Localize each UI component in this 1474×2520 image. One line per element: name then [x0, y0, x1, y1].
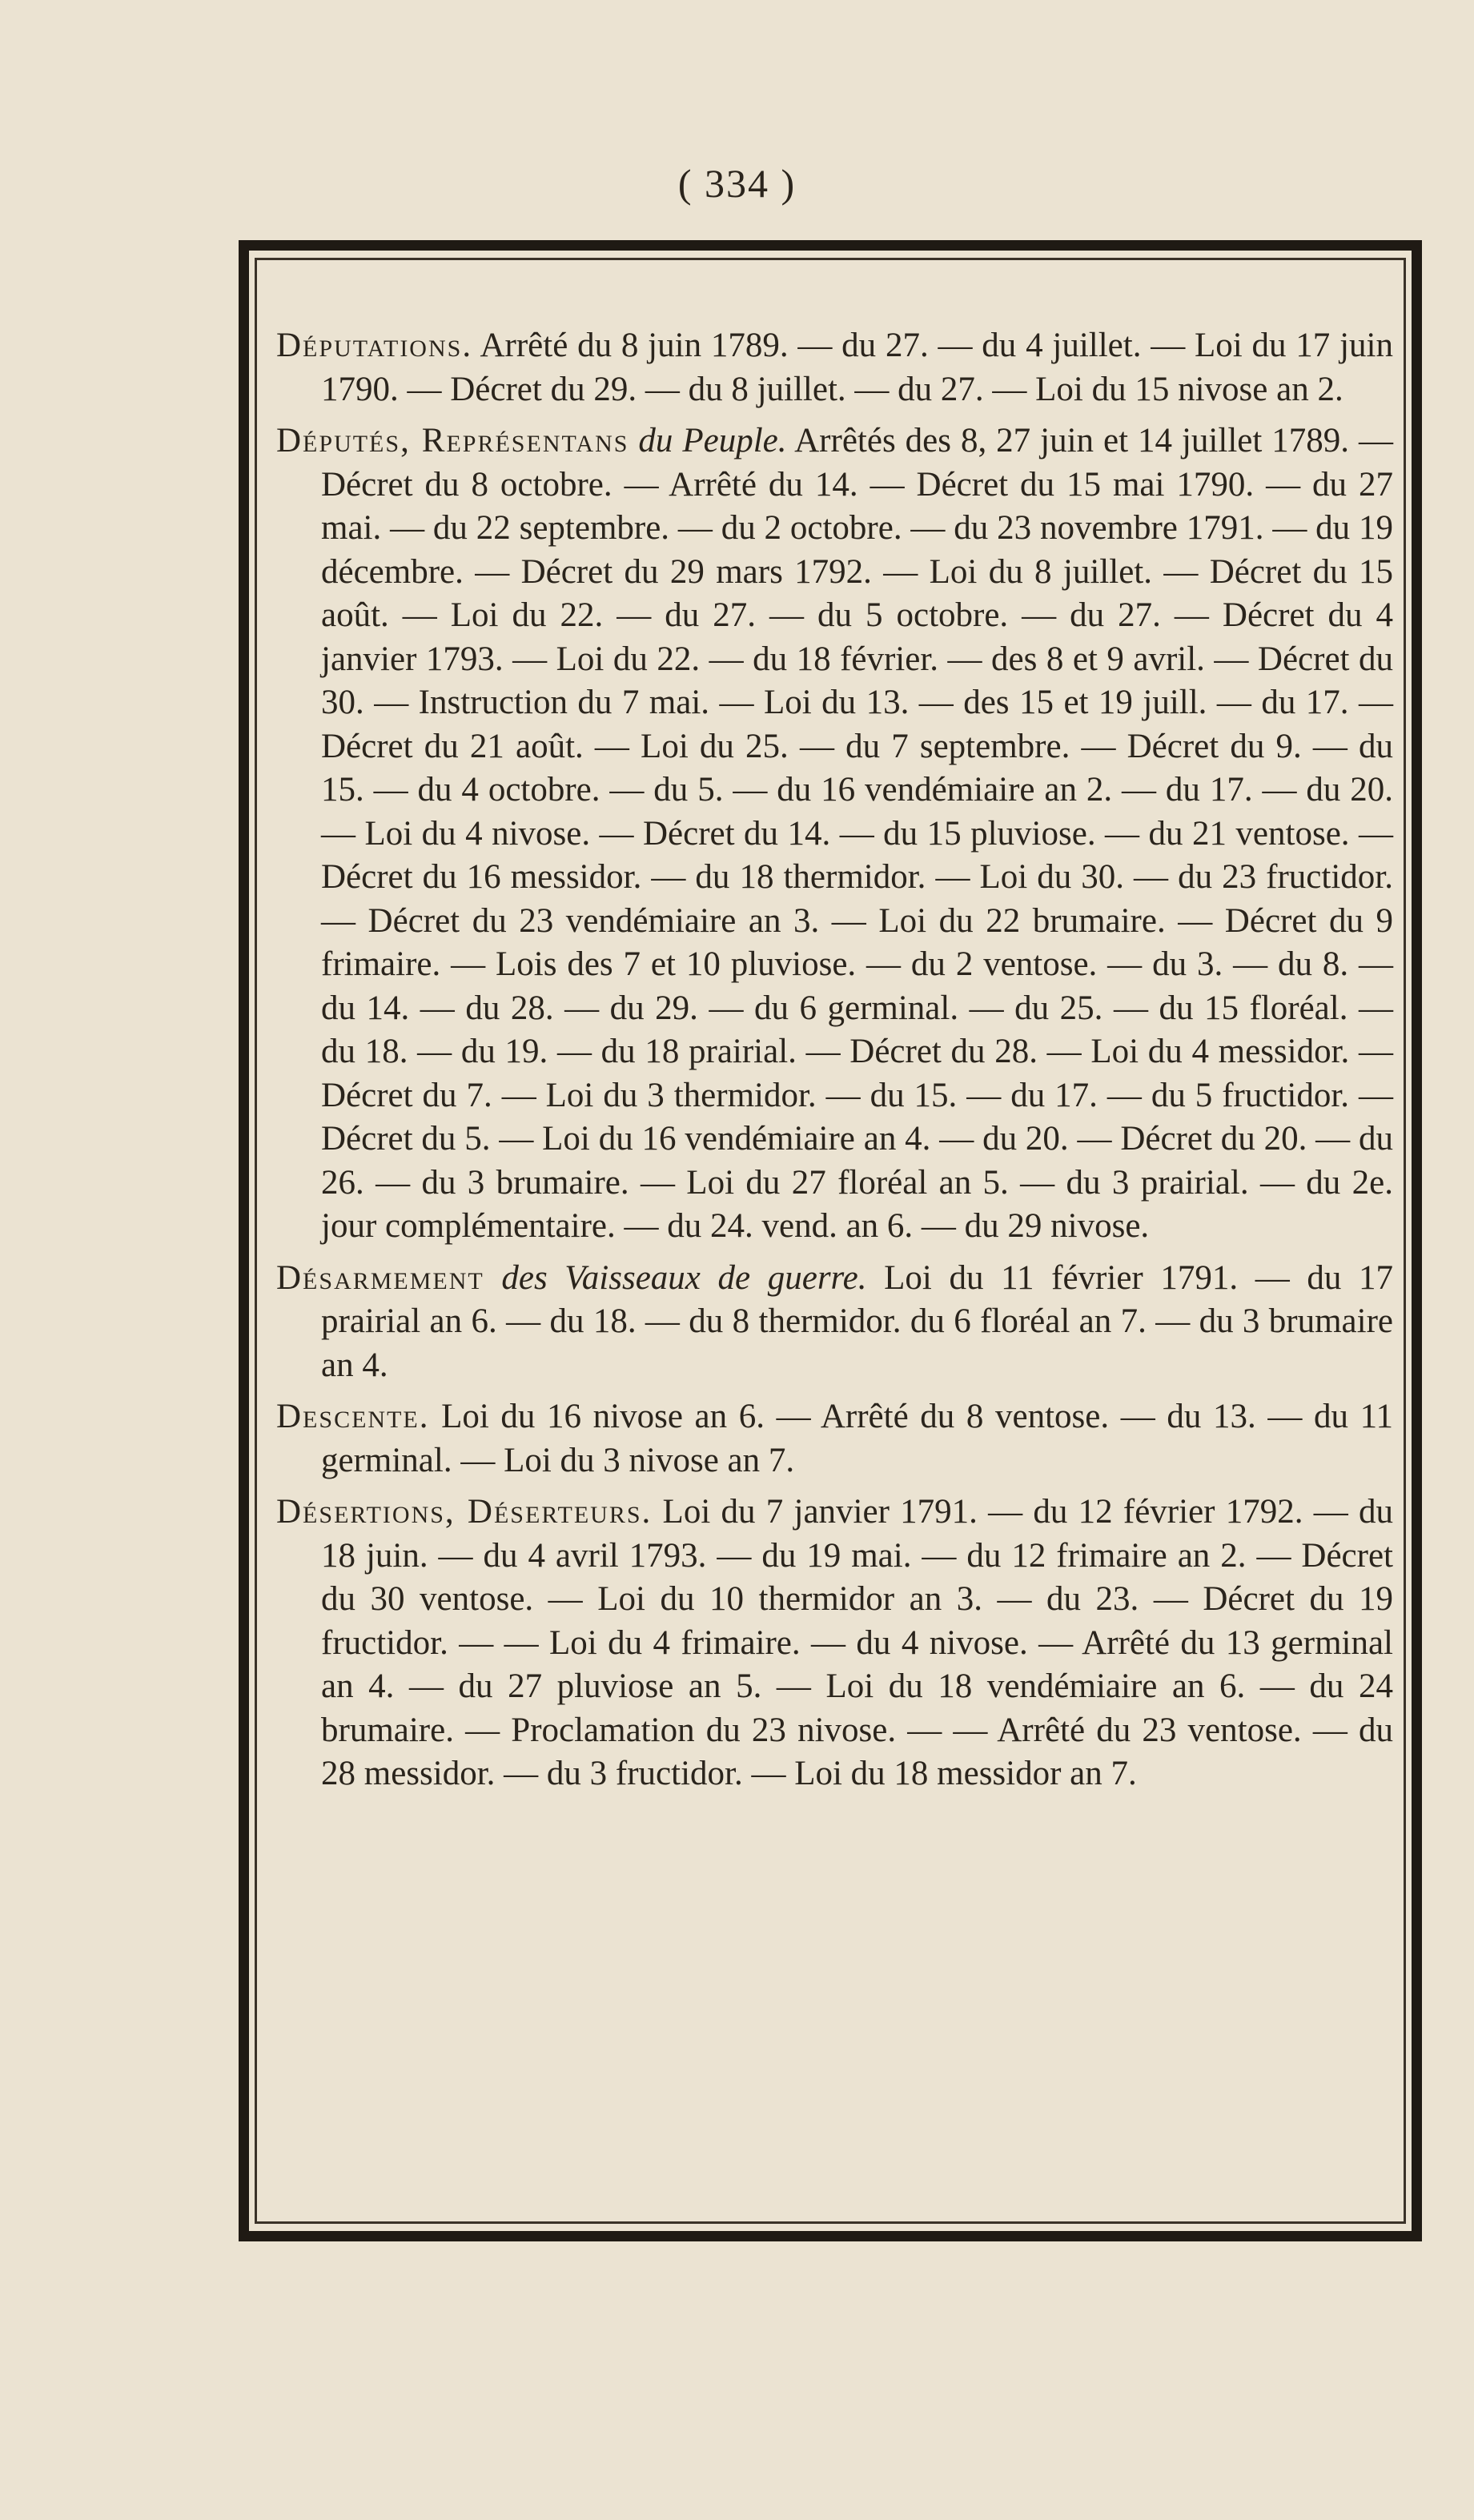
entry-deputes — [276, 419, 1393, 1249]
entry-text: Loi du 7 janvier 1791. — du 12 février 1792. — du 18 juin. — du 4 avril 1793. — du 19 mai. — du 12 frimaire an 2. — Décret du 30 ventose. — Loi du 10 thermidor an 3. — du 23. — Décret du 19 fructidor. — — Loi du 4 frimaire. — du 4 nivose. — Arrêté du 13 germinal an 4. — du 27 pluviose an 5. — Loi du 18 vendémiaire an 6. — du 24 brumaire. — Proclamation du 23 nivose. — — Arrêté du 23 ventose. — du 28 messidor. — du 3 fructidor. — Loi du 18 messidor an 7. — [321, 1493, 1393, 1792]
entry-text: Arrêté du 8 juin 1789. — du 27. — du 4 juillet. — Loi du 17 juin 1790. — Décret du 29. — du 8 juillet. — du 27. — Loi du 15 nivose an 2. — [321, 327, 1393, 408]
entry-heading: Désarmement — [276, 1258, 484, 1297]
entry-text: Loi du 16 nivose an 6. — Arrêté du 8 ventose. — du 13. — du 11 germinal. — Loi du 3 nivose an 7. — [321, 1398, 1393, 1479]
entry-heading: Descente. — [276, 1398, 430, 1435]
entry-heading: Députés, Représentans — [276, 422, 629, 459]
page-number: ( 334 ) — [677, 161, 797, 206]
entry-descente — [276, 1395, 1393, 1483]
entry-text: Arrêtés des 8, 27 juin et 14 juillet 1789. — Décret du 8 octobre. — Arrêté du 14. — Décret du 15 mai 1790. — du 27 mai. — du 22 septembre. — du 2 octobre. — du 23 novembre 1791. — du 19 décembre. — Décret du 29 mars 1792. — Loi du 8 juillet. — Décret du 15 août. — Loi du 22. — du 27. — du 5 octobre. — du 27. — Décret du 4 janvier 1793. — Loi du 22. — du 18 février. — des 8 et 9 avril. — Décret du 30. — Instruction du 7 mai. — Loi du 13. — des 15 et 19 juill. — du 17. — Décret du 21 août. — Loi du 25. — du 7 septembre. — Décret du 9. — du 15. — du 4 octobre. — du 5. — du 16 vendémiaire an 2. — du 17. — du 20. — Loi du 4 nivose. — Décret du 14. — du 15 pluviose. — du 21 ventose. — Décret du 16 messidor. — du 18 thermidor. — Loi du 30. — du 23 fructidor. — Décret du 23 vendémiaire an 3. — Loi du 22 brumaire. — Décret du 9 frimaire. — Lois des 7 et 10 pluviose. — du 2 ventose. — du 3. — du 8. — du 14. — du 28. — du 29. — du 6 germinal. — du 25. — du 15 floréal. — du 18. — du 19. — du 18 prairial. — Décret du 28. — Loi du 4 messidor. — Décret du 7. — Loi du 3 thermidor. — du 15. — du 17. — du 5 fructidor. — Décret du 5. — Loi du 16 vendémiaire an 4. — du 20. — Décret du 20. — du 26. — du 3 brumaire. — Loi du 27 floréal an 5. — du 3 prairial. — du 2e. jour complémentaire. — du 24. vend. an 6. — du 29 nivose. — [321, 422, 1394, 1245]
index-entries — [276, 324, 1393, 1804]
entry-heading: Députations. — [276, 327, 473, 364]
entry-desarmement — [276, 1257, 1393, 1388]
entry-subheading: du Peuple. — [629, 422, 787, 459]
entry-text: Loi du 11 février 1791. — du 17 prairial an 6. — du 18. — du 8 thermidor. du 6 floréal an 7. — du 3 brumaire an 4. — [321, 1258, 1393, 1384]
entry-deputations — [276, 324, 1393, 411]
entry-heading: Désertions, Déserteurs. — [276, 1493, 653, 1531]
entry-subheading: des Vaisseaux de guerre. — [484, 1258, 867, 1297]
entry-desertions — [276, 1491, 1393, 1796]
